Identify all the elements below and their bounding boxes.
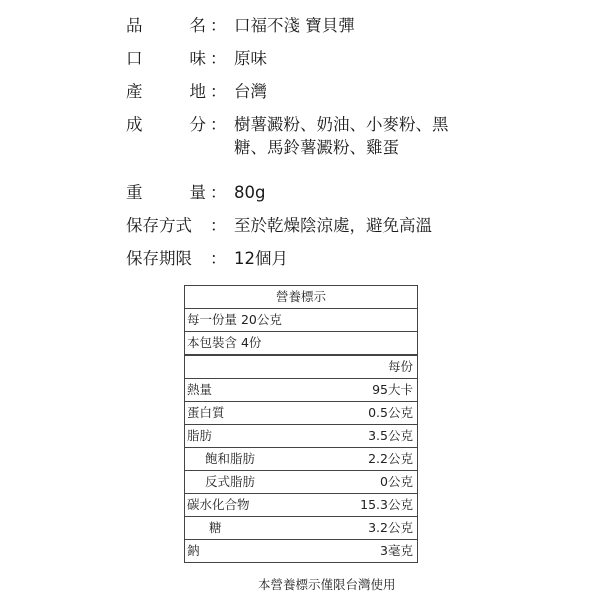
nutrition-row-saturated-fat [185, 448, 417, 471]
colon: ： [210, 82, 227, 101]
nutrient-value: 0.5公克 [368, 405, 413, 420]
nutrition-row-sodium [185, 540, 417, 562]
product-info [126, 14, 596, 270]
nutrition-row-carbohydrate [185, 494, 417, 517]
flavor-label [126, 47, 206, 70]
ingredients-line: 糖、馬鈴薯澱粉、雞蛋 [234, 138, 399, 157]
nutrient-value: 3.2公克 [368, 520, 413, 535]
nutrient-value: 0公克 [380, 474, 413, 489]
label-char: 品 [126, 16, 143, 35]
origin-value: 台灣 [234, 82, 267, 101]
label-char: 產 [126, 82, 143, 101]
product-name-label [126, 14, 206, 37]
label-char: 地 [189, 82, 206, 101]
nutrient-name: 反式脂肪 [205, 474, 256, 489]
colon: ： [210, 115, 227, 134]
weight-row [126, 181, 596, 204]
nutrient-name: 脂肪 [187, 428, 213, 443]
nutrition-title: 營養標示 [185, 286, 417, 309]
shelf-life-row [126, 247, 596, 270]
product-name-value: 口福不淺 寶貝彈 [234, 16, 355, 35]
label-char: 重 [126, 183, 143, 202]
nutrition-row-sugar [185, 517, 417, 540]
ingredients-row [126, 113, 596, 159]
nutrient-name: 飽和脂肪 [205, 451, 256, 466]
nutrition-row-fat [185, 425, 417, 448]
storage-row [126, 214, 596, 237]
nutrient-name: 碳水化合物 [187, 497, 250, 512]
flavor-row [126, 47, 596, 70]
nutrient-name: 糖 [209, 520, 222, 535]
label-char: 成 [126, 115, 143, 134]
nutrient-value: 3毫克 [380, 543, 413, 558]
nutrient-name: 熱量 [187, 382, 213, 397]
nutrition-footnote: 本營養標示僅限台灣使用 [258, 577, 396, 592]
weight-value: 80g [234, 183, 266, 202]
ingredients-label [126, 113, 206, 159]
nutrition-row-protein [185, 402, 417, 425]
shelf-life-value: 12個月 [234, 249, 288, 268]
colon: ： [210, 216, 227, 235]
label-char: 分 [189, 115, 206, 134]
serving-size: 每一份量 20公克 [185, 309, 417, 332]
shelf-life-label: 保存期限 [126, 249, 192, 268]
colon: ： [210, 16, 227, 35]
per-serving-header: 每份 [185, 356, 417, 379]
label-char: 量 [189, 183, 206, 202]
colon: ： [210, 249, 227, 268]
storage-value: 至於乾燥陰涼處，避免高溫 [234, 216, 432, 235]
storage-label: 保存方式 [126, 216, 192, 235]
product-name-row [126, 14, 596, 37]
nutrition-row-energy [185, 379, 417, 402]
nutrition-table [184, 285, 418, 563]
ingredients-value [234, 113, 484, 159]
weight-label [126, 181, 206, 204]
colon: ： [210, 49, 227, 68]
nutrient-value: 3.5公克 [368, 428, 413, 443]
label-char: 名 [189, 16, 206, 35]
flavor-value: 原味 [234, 49, 267, 68]
nutrient-name: 鈉 [187, 543, 200, 558]
nutrient-value: 15.3公克 [360, 497, 413, 512]
nutrient-value: 95大卡 [372, 382, 413, 397]
origin-row [126, 80, 596, 103]
label-char: 味 [189, 49, 206, 68]
nutrient-value: 2.2公克 [368, 451, 413, 466]
label-char: 口 [126, 49, 143, 68]
colon: ： [210, 183, 227, 202]
nutrition-row-trans-fat [185, 471, 417, 494]
ingredients-line: 樹薯澱粉、奶油、小麥粉、黑 [234, 115, 449, 134]
servings-per-package: 本包裝含 4份 [185, 332, 417, 356]
nutrient-name: 蛋白質 [187, 405, 225, 420]
origin-label [126, 80, 206, 103]
